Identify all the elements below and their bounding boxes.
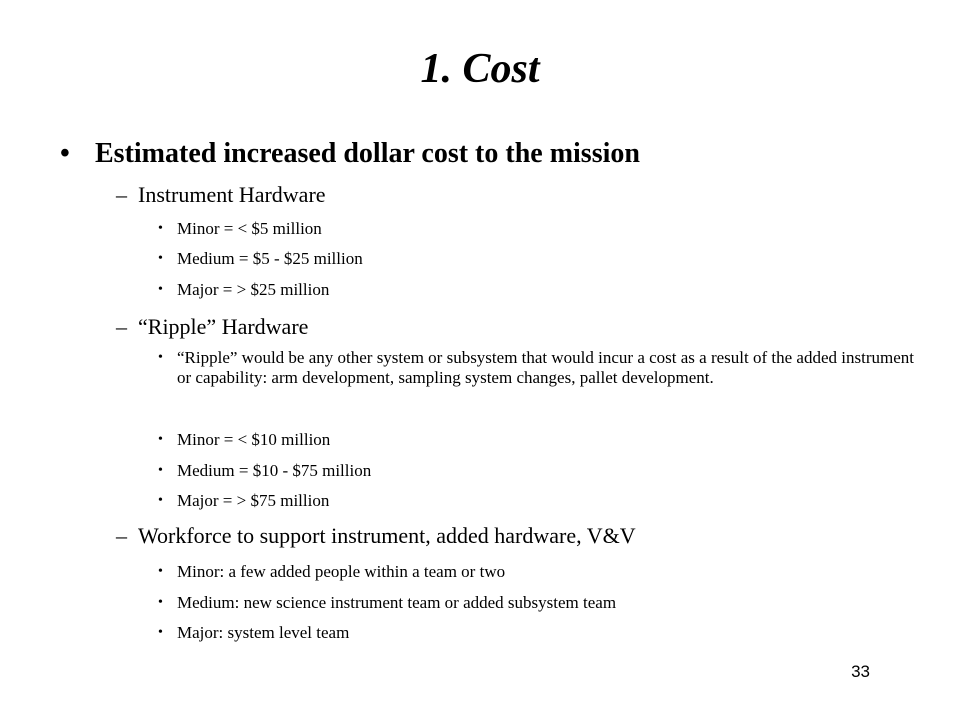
list-item-text: Major: system level team <box>177 623 350 642</box>
bullet-icon: • <box>158 432 163 447</box>
bullet-icon: • <box>158 221 163 236</box>
list-item-text: Medium = $5 - $25 million <box>177 249 363 268</box>
dash-icon: – <box>116 182 127 207</box>
list-item-text: Minor = < $10 million <box>177 430 331 449</box>
section-heading-text: “Ripple” Hardware <box>138 314 309 339</box>
bullet-icon: • <box>158 350 163 365</box>
bullet-icon: • <box>158 493 163 508</box>
page-number: 33 <box>851 662 870 681</box>
list-item-text: Medium = $10 - $75 million <box>177 461 372 480</box>
dash-icon: – <box>116 314 127 339</box>
list-item-text: “Ripple” would be any other system or subsystem that would incur a cost as a result of the added instrument or capability: arm development, sampling system changes, pallet development. <box>177 348 914 387</box>
section-heading-text: Instrument Hardware <box>138 182 326 207</box>
bullet-icon: • <box>158 564 163 579</box>
list-item-text: Minor: a few added people within a team or two <box>177 562 506 581</box>
list-item-text: Medium: new science instrument team or added subsystem team <box>177 593 617 612</box>
list-item-text: Minor = < $5 million <box>177 219 322 238</box>
bullet-icon: • <box>158 282 163 297</box>
section-heading-text: Workforce to support instrument, added hardware, V&V <box>138 523 636 548</box>
bullet-icon: • <box>158 463 163 478</box>
slide-title: 1. Cost <box>420 46 540 92</box>
list-item-text: Major = > $25 million <box>177 280 330 299</box>
list-item-text: Major = > $75 million <box>177 491 330 510</box>
main-bullet-text: Estimated increased dollar cost to the mission <box>95 138 640 169</box>
bullet-icon: • <box>158 625 163 640</box>
bullet-icon: • <box>158 251 163 266</box>
bullet-icon: • <box>158 595 163 610</box>
dash-icon: – <box>116 523 127 548</box>
bullet-icon: • <box>60 138 70 169</box>
